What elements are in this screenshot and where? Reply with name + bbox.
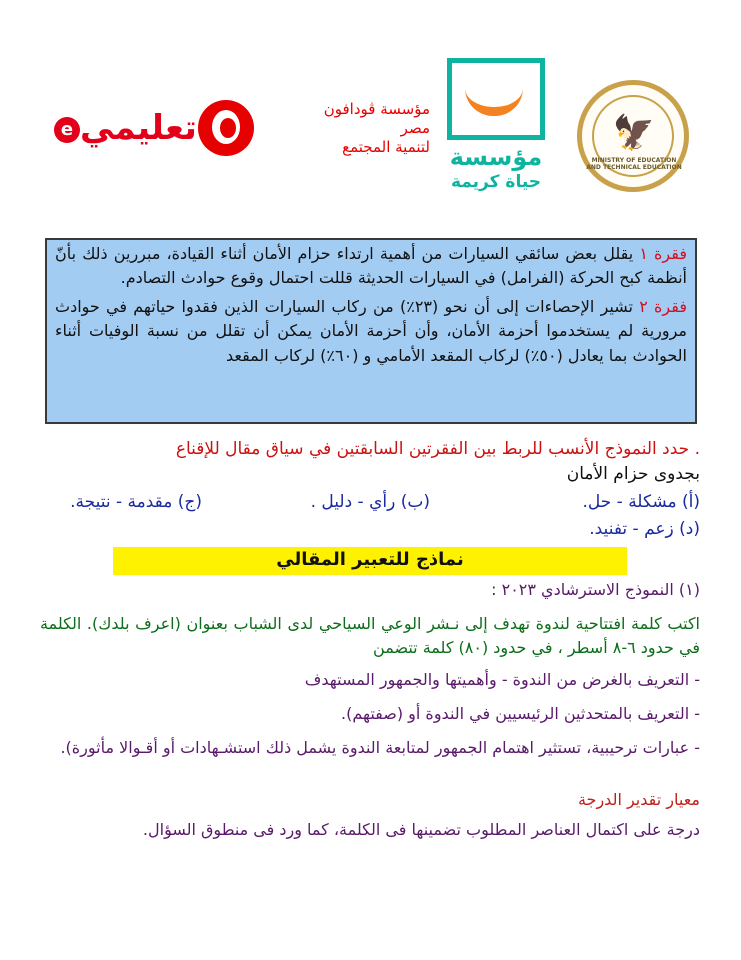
criteria-title: معيار تقدير الدرجة: [577, 790, 700, 809]
criteria-text: درجة على اكتمال العناصر المطلوب تضمينها فى الكلمة، كما ورد فى منطوق السؤال.: [142, 820, 700, 839]
question: [40, 437, 700, 487]
hayah-karima-line-2: حياة كريمة: [450, 172, 542, 192]
model-bullets: [40, 668, 700, 770]
question-line-1: . حدد النموذج الأنسب للربط بين الفقرتين السابقتين في سياق مقال للإقناع: [175, 439, 700, 459]
answer-options: [40, 492, 700, 542]
vodafone-line-1: مؤسسة ڤودافون: [323, 100, 430, 118]
section-title: نماذج للتعبير المقالي: [276, 549, 464, 570]
paragraph-2-label: فقرة ٢: [639, 296, 688, 316]
hayah-karima-text: [440, 142, 552, 192]
model-prompt: اكتب كلمة افتتاحية لندوة تهدف إلى نـشر الوعي السياحي لدى الشباب بعنوان (اعرف بلدك). الكلمة في حدود ٦-٨ أسطر ، في حدود (٨٠) كلمة تتضمن: [40, 614, 700, 657]
ministry-seal-logo: [577, 80, 689, 192]
option-b: (ب) رأي - دليل .: [310, 492, 430, 512]
option-c: (ج) مقدمة - نتيجة.: [70, 492, 202, 512]
option-a: (أ) مشكلة - حل.: [582, 492, 700, 512]
paragraph-1-label: فقرة ١: [639, 244, 687, 263]
taalimy-logo-text: تعليمي: [80, 108, 197, 148]
ministry-seal-text: MINISTRY OF EDUCATION AND TECHNICAL EDUCATION: [586, 157, 682, 171]
eagle-icon: 🦅: [612, 113, 656, 153]
taalimy-symbol-icon: e: [54, 117, 80, 143]
model-title: (١) النموذج الاسترشادي ٢٠٢٣ :: [491, 580, 700, 599]
taalimy-logo: [50, 108, 197, 148]
paragraph-1: [55, 242, 687, 291]
vodafone-logo-icon: [198, 100, 254, 156]
vodafone-line-3: لتنمية المجتمع: [342, 138, 430, 156]
hayah-karima-line-1: مؤسسة: [449, 143, 543, 171]
question-line-2: بجدوى حزام الأمان: [566, 464, 700, 484]
paragraph-2-text: تشير الإحصاءات إلى أن نحو (٢٣٪) من ركاب السيارات الذين فقدوا حياتهم في حوادث مرورية لم يستخدموا أحزمة الأمان، وأن أحزمة الأمان يمكن أن تقلل من نسبة الوفيات أثناء الحوادث بما يعادل (٥٠٪) لركاب المقعد الأمامي و (٦٠٪) لركاب المقعد: [55, 296, 687, 365]
paragraph-1-text: يقلل بعض سائقي السيارات من أهمية ارتداء حزام الأمان أثناء القيادة، مبررين ذلك بأنّ أنظمة كبح الحركة (الفرامل) في السيارات الحديثة قللت احتمال وقوع حوادث التصادم.: [55, 244, 687, 288]
vodafone-line-2: مصر: [400, 119, 430, 137]
paragraph-2: [55, 295, 687, 368]
bullet-item: - التعريف بالغرض من الندوة - وأهميتها والجمهور المستهدف: [304, 670, 700, 689]
bullet-item: - عبارات ترحيبية، تستثير اهتمام الجمهور لمتابعة الندوة يشمل ذلك استشـهادات أو أقـوالا مأثورة).: [60, 738, 700, 757]
option-d: (د) زعم - تفنيد.: [589, 519, 700, 539]
passage-box: [45, 238, 697, 424]
bullet-item: - التعريف بالمتحدثين الرئيسيين في الندوة أو (صفتهم).: [340, 704, 700, 723]
vodafone-foundation-text: [262, 100, 430, 157]
